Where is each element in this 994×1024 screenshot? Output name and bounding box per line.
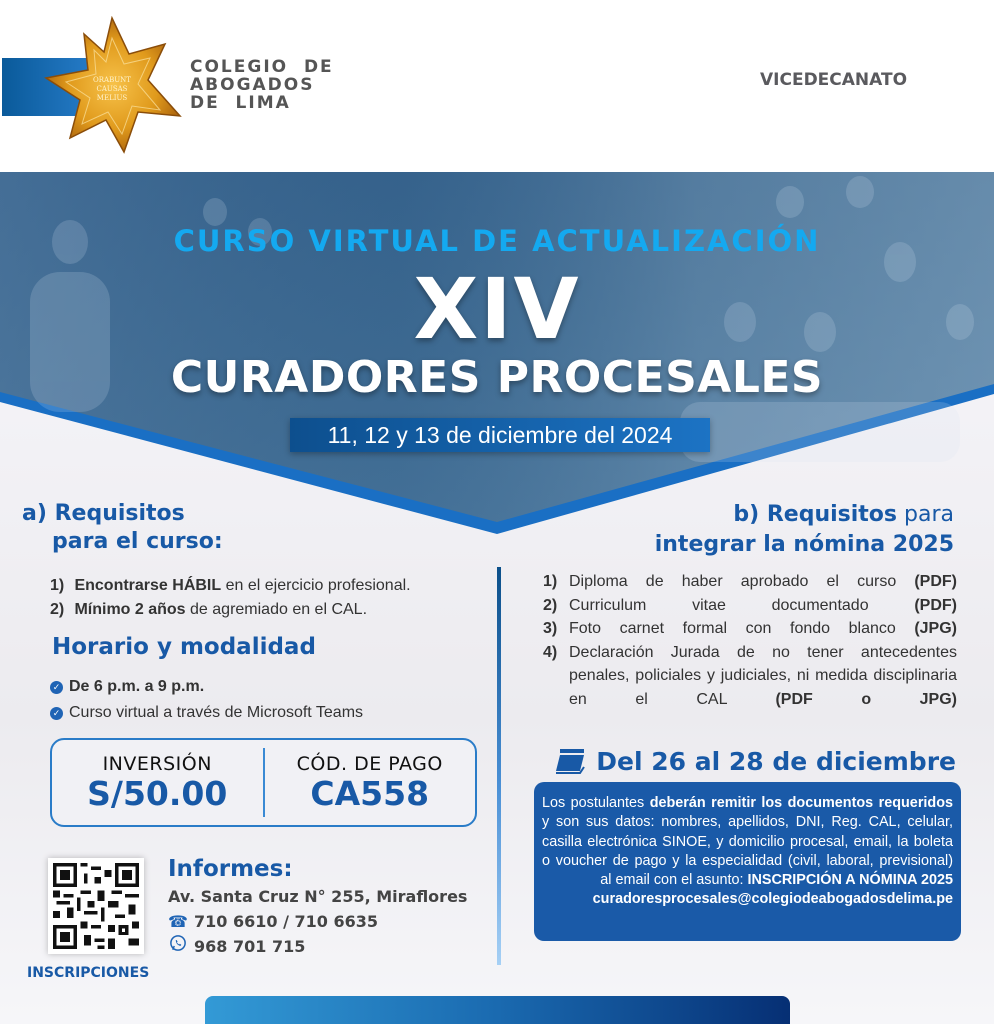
- department-label: VICEDECANATO: [760, 70, 908, 90]
- submission-email-link[interactable]: curadoresprocesales@colegiodeabogadosdelima.pe: [592, 891, 953, 908]
- section-title-line2: para el curso:: [52, 529, 223, 554]
- course-dates: 11, 12 y 13 de diciembre del 2024: [290, 418, 710, 452]
- list-item: 2) Mínimo 2 años de agremiado en el CAL.: [50, 601, 368, 618]
- payment-code-cell: [265, 740, 476, 825]
- instructions-text: Los postulantes deberán remitir los documentos requeridos y son sus datos: nombres, apellidos, DNI, Reg. CAL, celular, casilla electrónica SINOE, y domicilio procesal, email, la boleta o voucher de pago y la especialidad (civil, laboral, previsional): [542, 795, 953, 869]
- gold-star-emblem-icon: [40, 16, 185, 156]
- hero-banner: [0, 172, 994, 542]
- whatsapp-icon: [168, 934, 188, 959]
- section-title: Requisitos: [54, 501, 185, 526]
- check-circle-icon: ✓: [50, 681, 63, 694]
- list-item: 2) Curriculum vitae documentado (PDF): [543, 596, 957, 614]
- institution-name-line: COLEGIO DE: [190, 57, 334, 77]
- course-requirements-list: [50, 574, 411, 622]
- submission-instructions: [534, 782, 961, 941]
- svg-text:ORABUNT: ORABUNT: [93, 76, 131, 84]
- course-title: CURADORES PROCESALES: [170, 352, 824, 403]
- qr-code-icon[interactable]: [48, 858, 144, 954]
- investment-label: INVERSIÓN: [102, 752, 212, 775]
- institution-name-line: ABOGADOS: [190, 75, 315, 95]
- payment-box: [50, 738, 477, 827]
- calendar-icon: [554, 749, 586, 775]
- svg-text:MELIUS: MELIUS: [96, 94, 128, 102]
- list-item: 4) Declaración Jurada de no tener antecedentes penales, policiales y judiciales, ni medida disciplinaria en el CAL (PDF o JPG): [543, 643, 957, 708]
- edition-number: XIV: [413, 260, 581, 358]
- institution-name: [190, 58, 334, 112]
- investment-value: S/50.00: [87, 773, 228, 813]
- whatsapp-number: 968 701 715: [168, 934, 467, 959]
- course-type-subtitle: CURSO VIRTUAL DE ACTUALIZACIÓN: [173, 224, 821, 258]
- telephone-icon: ☎: [168, 912, 188, 931]
- roster-requirements-list: [543, 570, 957, 711]
- list-item: ✓ Curso virtual a través de Microsoft Teams: [50, 700, 363, 726]
- roster-requirements-heading: b) Requisitos para integrar la nómina 2025: [654, 502, 954, 557]
- contact-heading: Informes:: [168, 856, 293, 882]
- institution-name-line: DE LIMA: [190, 93, 291, 113]
- phone-numbers: ☎ 710 6610 / 710 6635: [168, 909, 467, 934]
- course-requirements-heading: [22, 500, 223, 556]
- contact-info: [168, 854, 467, 959]
- footer-bar: [205, 996, 790, 1024]
- header: [0, 0, 994, 172]
- submission-deadline: Del 26 al 28 de diciembre: [554, 747, 956, 776]
- column-divider: [497, 567, 501, 965]
- svg-text:CAUSAS: CAUSAS: [96, 85, 128, 93]
- list-item: 3) Foto carnet formal con fondo blanco (JPG): [543, 620, 957, 637]
- list-item: 1) Encontrarse HÁBIL en el ejercicio profesional.: [50, 577, 411, 594]
- list-item: 1) Diploma de haber aprobado el curso (PDF): [543, 573, 957, 590]
- registration-label: INSCRIPCIONES: [27, 965, 150, 981]
- payment-code-value: CA558: [310, 773, 430, 813]
- address: Av. Santa Cruz N° 255, Miraflores: [168, 887, 468, 906]
- list-item: ✓ De 6 p.m. a 9 p.m.: [50, 674, 363, 700]
- check-circle-icon: ✓: [50, 707, 63, 720]
- schedule-heading: Horario y modalidad: [52, 634, 316, 660]
- section-prefix: a): [22, 501, 47, 526]
- investment-cell: [52, 740, 263, 825]
- payment-code-label: CÓD. DE PAGO: [296, 752, 443, 775]
- email-subject: al email con el asunto: INSCRIPCIÓN A NÓMINA 2025: [600, 872, 953, 889]
- schedule-list: [50, 674, 363, 726]
